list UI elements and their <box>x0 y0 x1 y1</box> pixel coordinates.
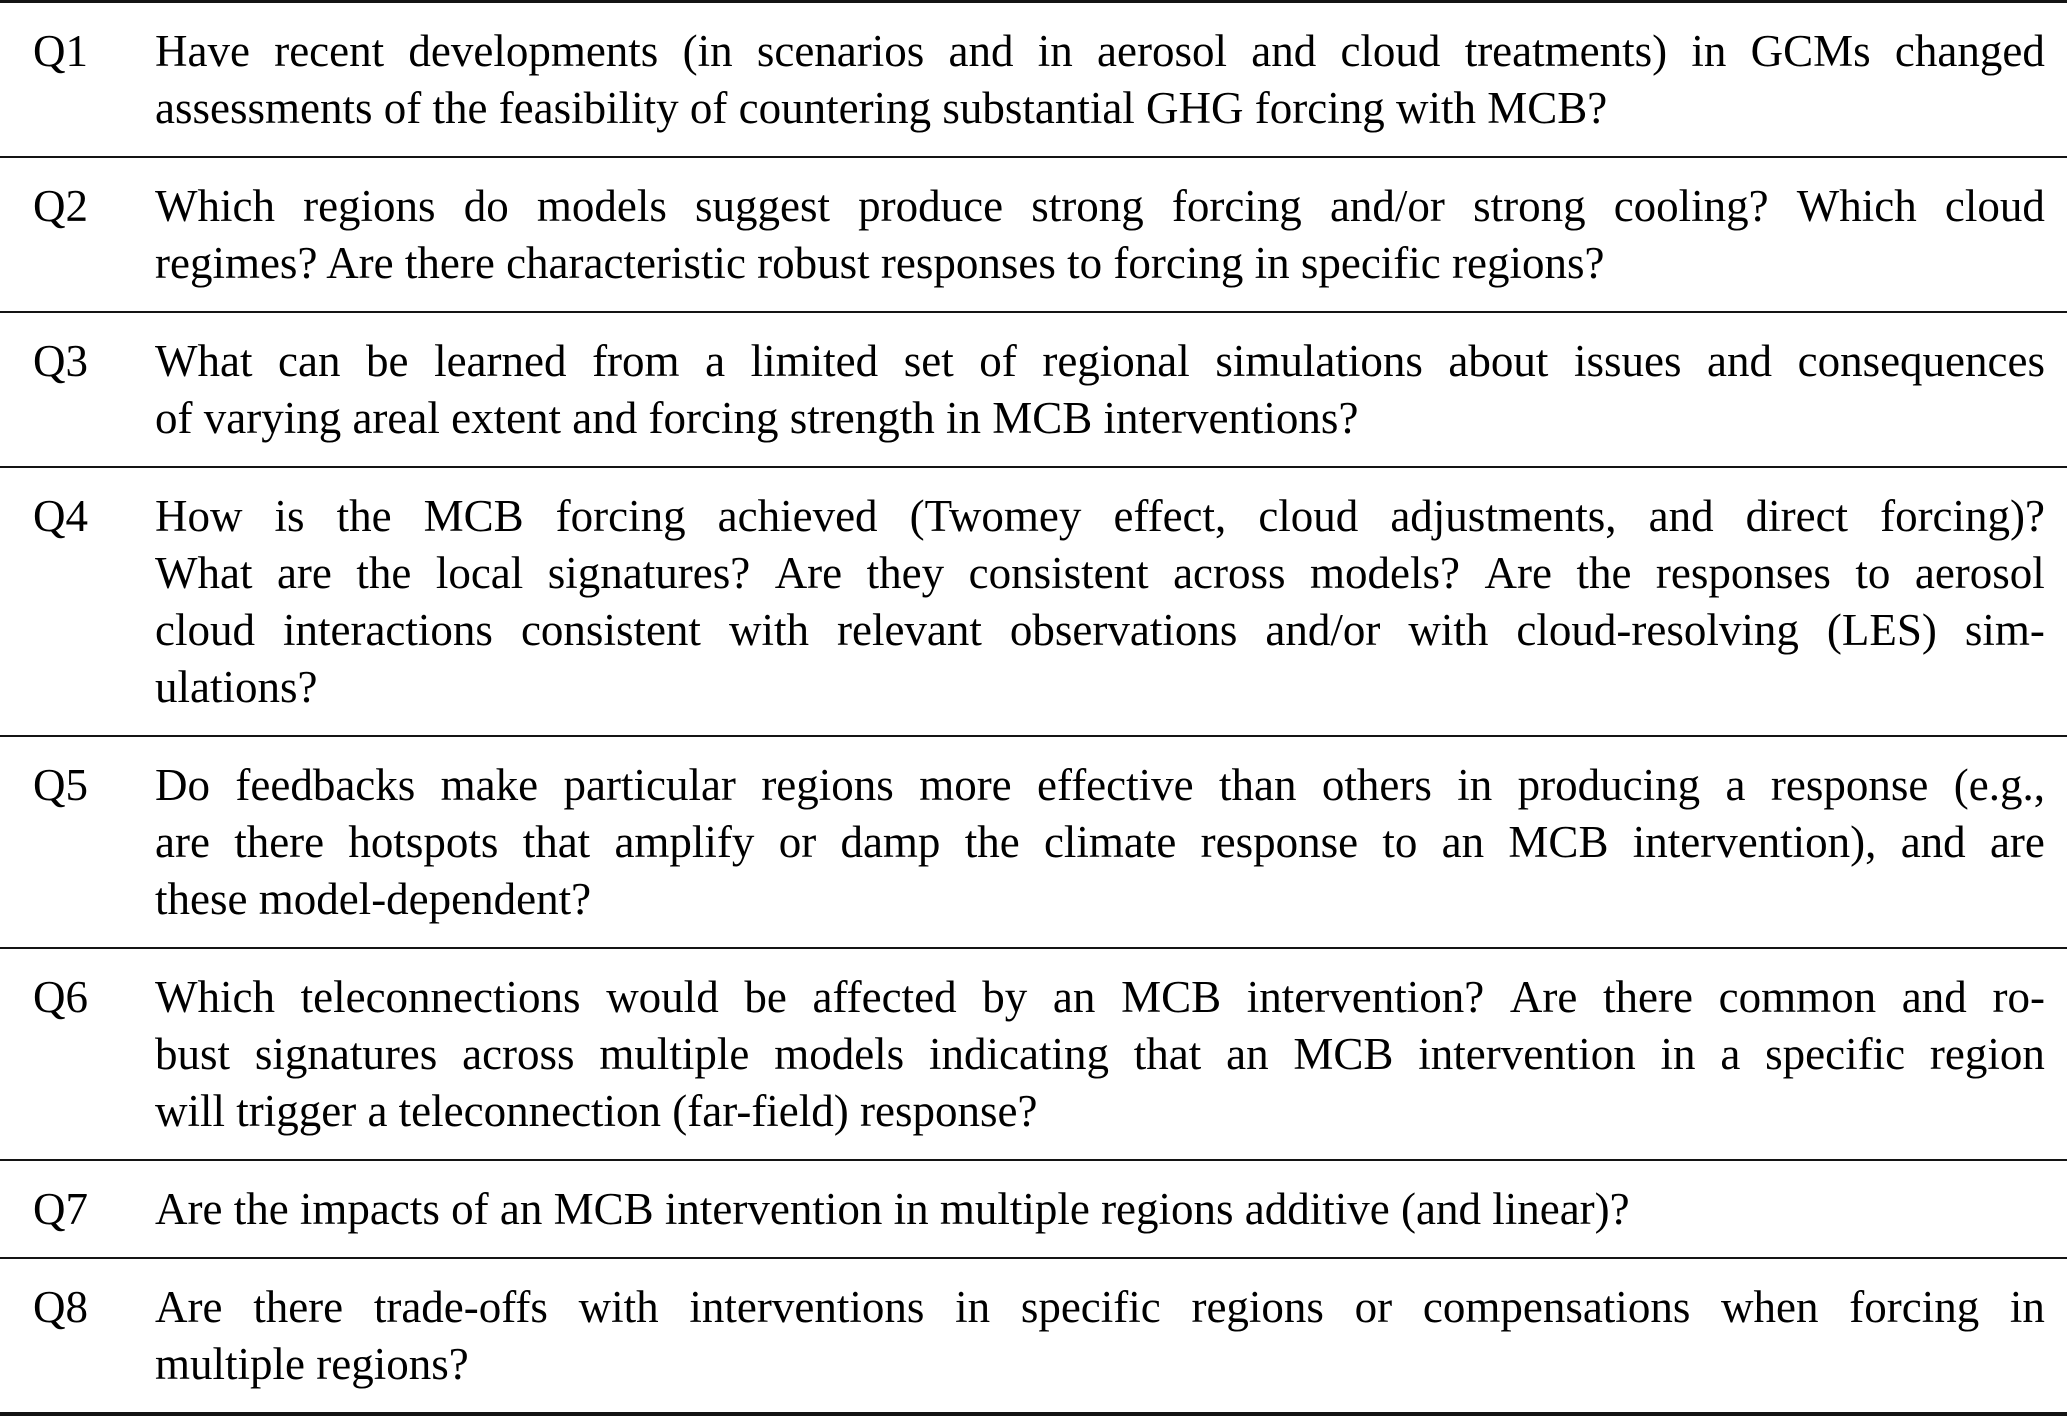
question-line: multiple regions? <box>155 1339 469 1389</box>
question-text <box>155 757 2045 928</box>
question-text <box>155 488 2045 716</box>
question-text <box>155 969 2045 1140</box>
question-text <box>155 1181 2045 1238</box>
question-line: What are the local signatures? Are they consistent across models? Are the responses to aerosol <box>155 548 2045 598</box>
table-row <box>0 3 2067 158</box>
question-line: cloud interactions consistent with relevant observations and/or with cloud-resolving (LES) sim- <box>155 605 2045 655</box>
question-id: Q7 <box>33 1184 88 1234</box>
table-row <box>0 313 2067 468</box>
question-line: How is the MCB forcing achieved (Twomey effect, cloud adjustments, and direct forcing)? <box>155 491 2045 541</box>
table-row <box>0 158 2067 313</box>
table-row <box>0 949 2067 1161</box>
question-line: these model-dependent? <box>155 874 592 924</box>
question-line: regimes? Are there characteristic robust responses to forcing in specific regions? <box>155 238 1605 288</box>
table-row <box>0 1259 2067 1412</box>
table-row <box>0 468 2067 737</box>
question-text <box>155 23 2045 137</box>
question-line: Which teleconnections would be affected by an MCB intervention? Are there common and ro- <box>155 972 2045 1022</box>
question-line: bust signatures across multiple models indicating that an MCB intervention in a specific region <box>155 1029 2045 1079</box>
table-row <box>0 737 2067 949</box>
question-id: Q5 <box>33 760 88 810</box>
question-id: Q1 <box>33 26 88 76</box>
question-line: of varying areal extent and forcing strength in MCB interventions? <box>155 393 1359 443</box>
question-line: are there hotspots that amplify or damp the climate response to an MCB intervention), and are <box>155 817 2045 867</box>
question-line: Which regions do models suggest produce strong forcing and/or strong cooling? Which cloud <box>155 181 2045 231</box>
question-id: Q4 <box>33 491 88 541</box>
question-line: Have recent developments (in scenarios and in aerosol and cloud treatments) in GCMs changed <box>155 26 2045 76</box>
table-row <box>0 1161 2067 1259</box>
question-id: Q3 <box>33 336 88 386</box>
question-id: Q8 <box>33 1282 88 1332</box>
question-line: will trigger a teleconnection (far-field) response? <box>155 1086 1038 1136</box>
question-text <box>155 178 2045 292</box>
question-id: Q6 <box>33 972 88 1022</box>
question-line: Do feedbacks make particular regions more effective than others in producing a response (e.g., <box>155 760 2045 810</box>
question-line: What can be learned from a limited set of regional simulations about issues and consequences <box>155 336 2045 386</box>
question-line: assessments of the feasibility of countering substantial GHG forcing with MCB? <box>155 83 1608 133</box>
question-line: Are the impacts of an MCB intervention in multiple regions additive (and linear)? <box>155 1184 1630 1234</box>
question-line: ulations? <box>155 662 318 712</box>
question-id: Q2 <box>33 181 88 231</box>
question-text <box>155 1279 2045 1393</box>
question-text <box>155 333 2045 447</box>
question-line: Are there trade-offs with interventions in specific regions or compensations when forcing in <box>155 1282 2045 1332</box>
